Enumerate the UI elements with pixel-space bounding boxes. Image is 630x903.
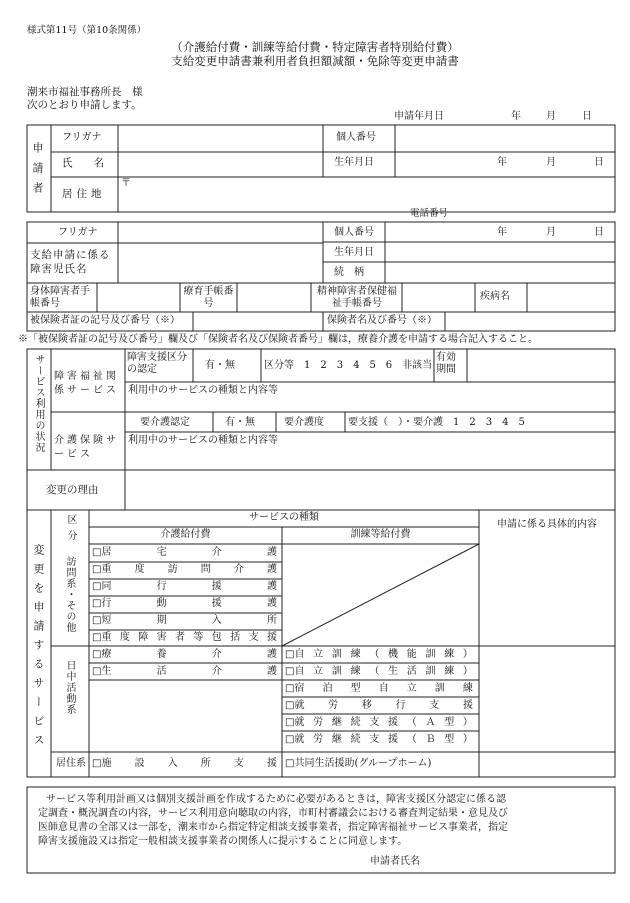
checkbox-icon[interactable] — [92, 565, 101, 575]
service-item[interactable] — [92, 582, 279, 592]
checkbox-icon[interactable] — [285, 684, 294, 694]
applicant-birth-month: 月 — [546, 157, 556, 168]
daytime-group-label: 日中活動系 — [64, 660, 75, 715]
applicant-name-label: 氏 名 — [62, 157, 104, 169]
service-item[interactable] — [92, 633, 279, 643]
application-date-year: 年 — [511, 111, 521, 122]
child-relationship-label: 続 柄 — [334, 267, 364, 278]
service-item-label: 短 期 入 所 — [101, 615, 277, 626]
checkbox-icon[interactable] — [92, 650, 101, 660]
service-item-label: 宿 泊 型 自 立 訓 練 — [294, 683, 473, 694]
change-reason-label: 変更の理由 — [46, 484, 99, 496]
child-birth-day: 日 — [594, 227, 604, 238]
child-name-label: 支給申請に係る障害児氏名 — [30, 249, 111, 275]
applicant-personal-number-label: 個人番号 — [336, 132, 376, 143]
checkbox-icon[interactable] — [285, 759, 294, 769]
service-item[interactable] — [285, 684, 475, 694]
service-item-label: 就 労 継 続 支 援 （ Ｂ 型 ） — [294, 734, 473, 745]
form-number: 様式第11号（第10条関係） — [27, 25, 147, 36]
service-item-label: 就 労 移 行 支 援 — [294, 700, 473, 711]
checkbox-icon[interactable] — [92, 616, 101, 626]
child-relationship-field[interactable] — [386, 263, 614, 282]
care-cert-yes-no[interactable]: 有・無 — [225, 417, 255, 428]
insured-card-field[interactable] — [194, 313, 322, 330]
service-item-label: 療 養 介 護 — [101, 649, 277, 660]
care-benefits-header: 介護給付費 — [160, 529, 211, 540]
service-item[interactable] — [92, 548, 279, 558]
service-item[interactable] — [92, 616, 279, 626]
applicant-phone-label: 電話番号 — [410, 208, 449, 219]
service-item-label: 同 行 援 護 — [101, 581, 277, 592]
visit-group-label: 訪問系・その他 — [64, 556, 75, 633]
valid-period-label: 有効期間 — [436, 352, 456, 375]
checkbox-icon[interactable] — [92, 759, 101, 769]
service-status-section-label: サービス利用の状況 — [33, 354, 44, 453]
care-cert-label: 要介護認定 — [140, 417, 190, 428]
service-item-label: 就 労 継 続 支 援 （ Ａ 型 ） — [294, 717, 473, 728]
applicant-name-field[interactable] — [119, 153, 322, 176]
ryoiku-handbook-label: 療育手帳番号 — [183, 286, 234, 309]
application-date-month: 月 — [546, 111, 556, 122]
physical-handbook-label: 身体障害者手帳番号 — [30, 286, 90, 309]
checkbox-icon[interactable] — [285, 718, 294, 728]
service-item-label: 自 立 訓 練 （ 機 能 訓 練 ） — [294, 649, 473, 660]
residence-training-item[interactable] — [285, 759, 431, 769]
service-item[interactable] — [285, 735, 475, 745]
disease-name-field[interactable] — [528, 284, 614, 311]
mental-handbook-label: 精神障害者保健福祉手帳番号 — [317, 286, 397, 309]
service-item[interactable] — [92, 599, 279, 609]
child-birth-month: 月 — [546, 227, 556, 238]
consent-line: 障害支援施設又は指定一般相談支援事業者の関係人に提示することに同意します。 — [38, 836, 408, 847]
applicant-furigana-label: フリガナ — [62, 132, 102, 143]
residence-group-label: 居住系 — [56, 758, 86, 769]
ryoiku-handbook-field[interactable] — [238, 284, 310, 311]
signature-label: 申請者氏名 — [370, 856, 420, 867]
child-name-field[interactable] — [119, 244, 322, 282]
care-in-use-field[interactable] — [128, 447, 614, 469]
intro-text: 次のとおり申請します。 — [27, 99, 142, 111]
footnote: ※「被保険者証の記号及び番号」欄及び「保険者名及び保険者番号」欄は，療養介護を申請する場合記入すること。 — [18, 334, 538, 345]
change-services-section-label: 変更を申請するサービス — [32, 544, 45, 753]
training-benefits-header: 訓練等給付費 — [350, 529, 411, 540]
consent-line: 医師意見書の全部又は一部を，潮来市から指定特定相談支援事業者，指定障害福祉サービス事業者，指定 — [38, 822, 508, 833]
residence-care-item-label: 施 設 入 所 支 援 — [101, 758, 277, 769]
consent-line: 定調査・概況調査の内容，サービス利用意向聴取の内容，市町村審議会における審査判定結果・意見及び — [38, 808, 508, 819]
residence-training-item-label: 共同生活援助(グループホーム) — [294, 758, 432, 769]
welfare-in-use-label: 利用中のサービスの種類と内容等 — [128, 385, 278, 396]
service-item[interactable] — [92, 565, 279, 575]
mental-handbook-field[interactable] — [403, 284, 474, 311]
service-item-label: 生 活 介 護 — [101, 666, 277, 677]
support-cert-label: 障害支援区分の認定 — [127, 352, 187, 375]
page-title: 支給変更申請書兼利用者負担額減額・免除等変更申請書 — [171, 54, 459, 68]
residence-care-item[interactable] — [92, 759, 279, 769]
child-furigana-label: フリガナ — [58, 227, 98, 238]
daytime-specific-content-field[interactable] — [480, 647, 614, 751]
applicant-birth-day: 日 — [594, 157, 604, 168]
support-class-options[interactable]: 区分等 1 2 3 4 5 6 非該当 — [264, 360, 433, 371]
service-types-header: サービスの種類 — [249, 512, 319, 523]
application-date-day: 日 — [582, 111, 592, 122]
checkbox-icon[interactable] — [92, 599, 101, 609]
category-header: 区分 — [65, 514, 76, 546]
care-in-use-label: 利用中のサービスの種類と内容等 — [128, 435, 278, 446]
addressee: 潮来市福祉事務所長 様 — [27, 86, 143, 98]
checkbox-icon[interactable] — [285, 667, 294, 677]
applicant-personal-number-field[interactable] — [396, 126, 614, 151]
service-item[interactable] — [285, 650, 475, 660]
physical-handbook-field[interactable] — [98, 284, 179, 311]
checkbox-icon[interactable] — [92, 582, 101, 592]
applicant-birth-year: 年 — [497, 157, 507, 168]
application-date-label: 申請年月日 — [394, 111, 444, 122]
residence-specific-content-field[interactable] — [480, 753, 614, 776]
applicant-section-label: 申請者 — [31, 142, 44, 202]
specific-content-header: 申請に係る具体的内容 — [497, 519, 597, 530]
child-birth-year: 年 — [497, 227, 507, 238]
consent-line: サービス等利用計画又は個別支援計画を作成するために必要があるときは，障害支援区分認定に係る認 — [46, 794, 506, 805]
checkbox-icon[interactable] — [92, 667, 101, 677]
service-item[interactable] — [285, 701, 475, 711]
service-item-label: 自 立 訓 練 （ 生 活 訓 練 ） — [294, 666, 473, 677]
checkbox-icon[interactable] — [285, 701, 294, 711]
postal-mark: 〒 — [121, 178, 131, 189]
support-cert-yes-no[interactable]: 有・無 — [205, 360, 235, 371]
child-furigana-field[interactable] — [119, 223, 322, 242]
applicant-address-label: 居住地 — [62, 188, 106, 200]
service-item-label: 重 度 訪 問 介 護 — [101, 564, 277, 575]
application-date-field[interactable] — [420, 111, 480, 123]
insurer-label: 保険者名及び番号（※） — [327, 315, 437, 326]
checkbox-icon[interactable] — [92, 548, 101, 558]
service-item[interactable] — [92, 650, 279, 660]
welfare-in-use-field[interactable] — [128, 396, 614, 411]
care-level-options[interactable]: 要支援（ ）・要介護 1 2 3 4 5 — [348, 417, 525, 428]
service-item[interactable] — [285, 667, 475, 677]
care-insurance-label: 介護保険サービス — [54, 435, 119, 460]
applicant-birth-date-field[interactable] — [396, 153, 614, 176]
applicant-furigana-field[interactable] — [119, 126, 322, 151]
checkbox-icon[interactable] — [285, 650, 294, 660]
insured-card-label: 被保険者証の記号及び番号（※） — [30, 315, 180, 326]
change-reason-field[interactable] — [126, 471, 614, 509]
applicant-birth-date-label: 生年月日 — [334, 157, 374, 168]
checkbox-icon[interactable] — [92, 633, 101, 643]
checkbox-icon[interactable] — [285, 735, 294, 745]
child-birth-date-field[interactable] — [386, 243, 614, 261]
child-birth-date-label: 生年月日 — [334, 247, 374, 258]
child-personal-number-label: 個人番号 — [334, 227, 374, 238]
child-personal-number-field[interactable] — [386, 223, 486, 241]
service-item-label: 重 度 障 害 者 等 包 括 支 援 — [101, 632, 277, 643]
title-line-1: （介護給付費・訓練等給付費・特定障害者特別給付費） — [171, 40, 459, 54]
applicant-address-field[interactable] — [130, 178, 614, 206]
care-level-label: 要介護度 — [284, 417, 324, 428]
service-item-label: 居 宅 介 護 — [101, 547, 277, 558]
service-item[interactable] — [92, 667, 279, 677]
insurer-field[interactable] — [446, 313, 614, 330]
visit-specific-content-field[interactable] — [480, 545, 614, 645]
valid-period-field[interactable] — [468, 350, 614, 381]
service-item[interactable] — [285, 718, 475, 728]
signature-field[interactable] — [430, 854, 610, 870]
disease-name-label: 疾病名 — [480, 291, 510, 302]
welfare-service-label: 障害福祉関係サービス — [54, 371, 119, 396]
service-item-label: 行 動 援 護 — [101, 598, 277, 609]
